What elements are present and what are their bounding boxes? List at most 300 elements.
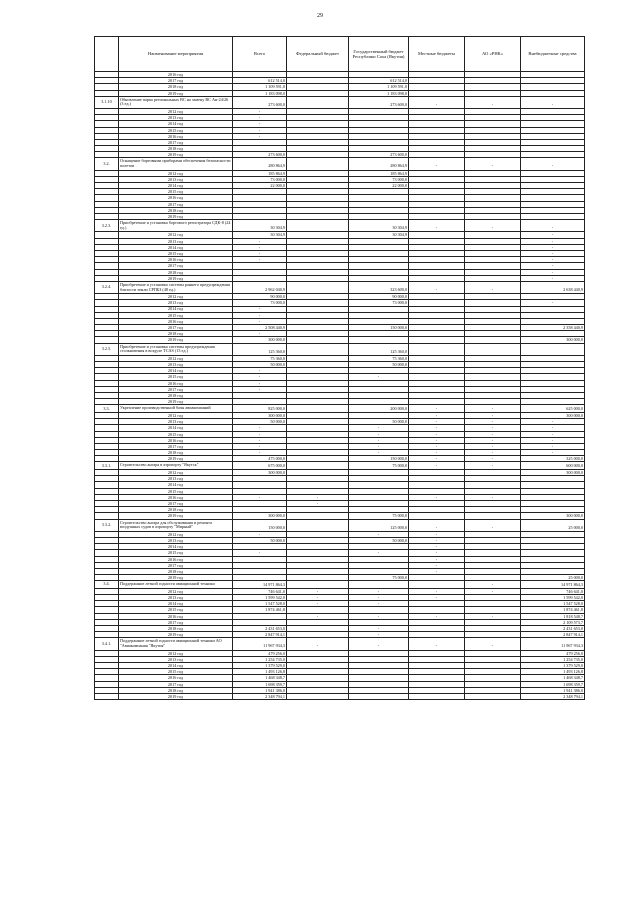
row-year: 2015 год bbox=[119, 669, 233, 675]
cell-total: - bbox=[233, 244, 287, 250]
row-year: 2014 год bbox=[119, 425, 233, 431]
cell-state: 73 000,0 bbox=[349, 176, 409, 182]
cell-extrabudget: - bbox=[521, 158, 585, 170]
cell-rnk: - bbox=[465, 158, 521, 170]
header-code bbox=[95, 37, 119, 72]
row-code bbox=[95, 693, 119, 699]
header-total: Всего bbox=[233, 37, 287, 72]
cell-local: - bbox=[409, 537, 465, 543]
row-year: 2018 год bbox=[119, 269, 233, 275]
cell-extrabudget: - bbox=[521, 425, 585, 431]
row-year: 2016 год bbox=[119, 195, 233, 201]
row-year: 2013 год bbox=[119, 115, 233, 121]
cell-state: - bbox=[349, 613, 409, 619]
cell-local: - bbox=[409, 450, 465, 456]
cell-state: - bbox=[349, 425, 409, 431]
cell-state: - bbox=[349, 632, 409, 638]
row-year: 2016 год bbox=[119, 494, 233, 500]
cell-extrabudget: 479 256,0 bbox=[521, 650, 585, 656]
cell-local: - bbox=[409, 412, 465, 418]
row-year: 2017 год bbox=[119, 386, 233, 392]
cell-rnk: - bbox=[465, 419, 521, 425]
cell-total: 2 348 794,1 bbox=[233, 693, 287, 699]
row-year: 2017 год bbox=[119, 139, 233, 145]
row-year: 2017 год bbox=[119, 201, 233, 207]
cell-extrabudget: 1 379 529,0 bbox=[521, 662, 585, 668]
cell-extrabudget: 2 847 914,1 bbox=[521, 632, 585, 638]
cell-state: - bbox=[349, 443, 409, 449]
row-year: 2017 год bbox=[119, 681, 233, 687]
cell-total: - bbox=[233, 437, 287, 443]
row-code: 3.3.2. bbox=[95, 519, 119, 531]
cell-state: 200 000,0 bbox=[349, 405, 409, 413]
cell-local: - bbox=[409, 431, 465, 437]
cell-total: 1 183 098,0 bbox=[233, 90, 287, 96]
row-year: 2012 год bbox=[119, 108, 233, 114]
cell-extrabudget: 1 493 126,8 bbox=[521, 669, 585, 675]
cell-extrabudget: 300 000,0 bbox=[521, 470, 585, 476]
cell-federal: - bbox=[287, 494, 349, 500]
cell-federal bbox=[287, 343, 349, 355]
cell-state: - bbox=[349, 531, 409, 537]
cell-total: 14 971 864,3 bbox=[233, 581, 287, 589]
row-year: 2019 год bbox=[119, 275, 233, 281]
row-year: 2018 год bbox=[119, 626, 233, 632]
table-body bbox=[95, 72, 585, 700]
cell-total: 280 864,9 bbox=[233, 158, 287, 170]
cell-rnk: - bbox=[465, 405, 521, 413]
row-year: 2015 год bbox=[119, 550, 233, 556]
row-name: Поддержание летной годности авиационной техники bbox=[119, 581, 233, 589]
row-year: 2014 год bbox=[119, 662, 233, 668]
row-year: 2016 год bbox=[119, 318, 233, 324]
cell-state: - bbox=[349, 588, 409, 594]
cell-state: - bbox=[349, 638, 409, 650]
row-year: 2015 год bbox=[119, 127, 233, 133]
cell-extrabudget: 11 967 934,3 bbox=[521, 638, 585, 650]
cell-total: 2 847 914,1 bbox=[233, 632, 287, 638]
cell-total: - bbox=[233, 431, 287, 437]
cell-rnk: - bbox=[465, 443, 521, 449]
row-code: 3.3. bbox=[95, 405, 119, 413]
cell-extrabudget: - bbox=[521, 450, 585, 456]
section-row bbox=[95, 581, 585, 589]
row-name: Приобретение и установка системы раннего предупреждения близости земли СРПБЗ (48 ед.) bbox=[119, 281, 233, 293]
cell-state: 50 000,0 bbox=[349, 362, 409, 368]
cell-federal bbox=[287, 693, 349, 699]
cell-total: 50 000,0 bbox=[233, 362, 287, 368]
cell-total: 73 000,0 bbox=[233, 300, 287, 306]
cell-extrabudget: 1 698 359,7 bbox=[521, 681, 585, 687]
cell-total: 90 000,0 bbox=[233, 294, 287, 300]
row-year: 2018 год bbox=[119, 687, 233, 693]
row-year: 2012 год bbox=[119, 588, 233, 594]
row-year: 2016 год bbox=[119, 437, 233, 443]
cell-total: - bbox=[233, 238, 287, 244]
row-year: 2015 год bbox=[119, 189, 233, 195]
row-year: 2016 год bbox=[119, 72, 233, 78]
header-rnk: АО «РНК» bbox=[465, 37, 521, 72]
cell-extrabudget: 300 000,0 bbox=[521, 337, 585, 343]
cell-state: - bbox=[349, 601, 409, 607]
row-year: 2018 год bbox=[119, 207, 233, 213]
cell-local: - bbox=[409, 220, 465, 232]
cell-federal bbox=[287, 519, 349, 531]
cell-local: - bbox=[409, 96, 465, 108]
cell-extrabudget: 600 000,0 bbox=[521, 462, 585, 470]
row-year: 2012 год bbox=[119, 232, 233, 238]
cell-extrabudget: - bbox=[521, 96, 585, 108]
cell-total: 675 000,0 bbox=[233, 462, 287, 470]
cell-rnk: - bbox=[465, 431, 521, 437]
cell-state: 75 360,0 bbox=[349, 355, 409, 361]
cell-total: 1 468 348,7 bbox=[233, 675, 287, 681]
cell-extrabudget: 325 000,0 bbox=[521, 456, 585, 462]
cell-total: 75 360,0 bbox=[233, 355, 287, 361]
cell-extrabudget: 2 358 440,9 bbox=[521, 325, 585, 331]
row-year: 2014 год bbox=[119, 482, 233, 488]
cell-extrabudget: 25 000,0 bbox=[521, 519, 585, 531]
cell-total: - bbox=[233, 108, 287, 114]
row-year: 2018 год bbox=[119, 331, 233, 337]
cell-total: 479 256,0 bbox=[233, 650, 287, 656]
row-year: 2013 год bbox=[119, 537, 233, 543]
cell-federal: - bbox=[287, 613, 349, 619]
row-name: Укрепление производственной базы авиакомпаний bbox=[119, 405, 233, 413]
cell-rnk: - bbox=[465, 588, 521, 594]
cell-extrabudget: - bbox=[521, 437, 585, 443]
cell-total: 73 000,0 bbox=[233, 176, 287, 182]
cell-total: 2 431 653,0 bbox=[233, 626, 287, 632]
cell-rnk: - bbox=[465, 220, 521, 232]
cell-total: 300 000,0 bbox=[233, 513, 287, 519]
cell-state: 75 000,0 bbox=[349, 462, 409, 470]
row-name: Приобретение и установка бортового регистратора СДК-8 (24 ед.) bbox=[119, 220, 233, 232]
cell-extrabudget: - bbox=[521, 275, 585, 281]
cell-extrabudget: 1 599 542,0 bbox=[521, 595, 585, 601]
cell-local bbox=[409, 581, 465, 589]
cell-extrabudget: - bbox=[521, 232, 585, 238]
cell-extrabudget bbox=[521, 343, 585, 355]
row-year: 2016 год bbox=[119, 133, 233, 139]
page-number: 29 bbox=[317, 13, 323, 19]
row-year: 2013 год bbox=[119, 362, 233, 368]
cell-total: - bbox=[233, 443, 287, 449]
cell-state: 1 109 591,0 bbox=[349, 84, 409, 90]
cell-extrabudget: 1 254 735,0 bbox=[521, 656, 585, 662]
row-code: 3.3.1. bbox=[95, 462, 119, 470]
section-row bbox=[95, 281, 585, 293]
cell-total: - bbox=[233, 133, 287, 139]
cell-rnk: - bbox=[465, 638, 521, 650]
cell-total: 1 254 735,0 bbox=[233, 656, 287, 662]
row-year: 2017 год bbox=[119, 78, 233, 84]
row-year: 2012 год bbox=[119, 531, 233, 537]
table-header-row bbox=[95, 37, 585, 72]
cell-federal bbox=[287, 158, 349, 170]
row-year: 2015 год bbox=[119, 312, 233, 318]
cell-state: - bbox=[349, 550, 409, 556]
cell-total: 11 967 934,3 bbox=[233, 638, 287, 650]
row-year: 2012 год bbox=[119, 170, 233, 176]
cell-rnk: - bbox=[465, 494, 521, 500]
row-year: 2019 год bbox=[119, 632, 233, 638]
section-row bbox=[95, 519, 585, 531]
cell-total: 1 941 386,0 bbox=[233, 687, 287, 693]
cell-total: 1 874 461,8 bbox=[233, 607, 287, 613]
row-year: 2013 год bbox=[119, 476, 233, 482]
cell-state: 75 000,0 bbox=[349, 513, 409, 519]
cell-total: 300 000,0 bbox=[233, 337, 287, 343]
cell-total: - bbox=[233, 306, 287, 312]
cell-total: 22 000,0 bbox=[233, 183, 287, 189]
row-year: 2018 год bbox=[119, 146, 233, 152]
row-year: 2017 год bbox=[119, 325, 233, 331]
cell-federal: - bbox=[287, 501, 349, 507]
row-year: 2017 год bbox=[119, 263, 233, 269]
cell-federal: - bbox=[287, 595, 349, 601]
cell-extrabudget: - bbox=[521, 443, 585, 449]
cell-state: 185 864,9 bbox=[349, 170, 409, 176]
cell-state: 30 304,9 bbox=[349, 220, 409, 232]
section-row bbox=[95, 158, 585, 170]
cell-state: 125 000,0 bbox=[349, 519, 409, 531]
cell-total: 185 864,9 bbox=[233, 170, 287, 176]
cell-extrabudget: - bbox=[521, 257, 585, 263]
cell-local: - bbox=[409, 638, 465, 650]
cell-rnk: - bbox=[465, 462, 521, 470]
cell-total: 125 360,0 bbox=[233, 343, 287, 355]
cell-state: - bbox=[349, 626, 409, 632]
cell-local: - bbox=[409, 519, 465, 531]
cell-total: 612 514,0 bbox=[233, 78, 287, 84]
cell-total: - bbox=[233, 318, 287, 324]
cell-total: 30 304,9 bbox=[233, 220, 287, 232]
cell-total: 475 000,0 bbox=[233, 456, 287, 462]
cell-total: 300 000,0 bbox=[233, 470, 287, 476]
cell-state: - bbox=[349, 431, 409, 437]
row-code: 3.2. bbox=[95, 158, 119, 170]
cell-extrabudget: 2 638 440,9 bbox=[521, 281, 585, 293]
cell-extrabudget: 25 000,0 bbox=[521, 575, 585, 581]
row-code: 3.2.3. bbox=[95, 220, 119, 232]
cell-local: - bbox=[409, 456, 465, 462]
row-code: 3.2.5. bbox=[95, 343, 119, 355]
cell-extrabudget: 1 547 528,0 bbox=[521, 601, 585, 607]
cell-total: 273 600,0 bbox=[233, 152, 287, 158]
header-state: Государственный бюджет Республики Саха (Якутия) bbox=[349, 37, 409, 72]
row-year: 2012 год bbox=[119, 470, 233, 476]
row-year: 2019 год bbox=[119, 214, 233, 220]
cell-local: - bbox=[409, 419, 465, 425]
row-year: 2016 год bbox=[119, 675, 233, 681]
cell-extrabudget: 300 000,0 bbox=[521, 513, 585, 519]
cell-extrabudget: - bbox=[521, 244, 585, 250]
row-year: 2012 год bbox=[119, 650, 233, 656]
row-year: 2019 год bbox=[119, 152, 233, 158]
row-year: 2015 год bbox=[119, 374, 233, 380]
row-year: 2016 год bbox=[119, 613, 233, 619]
cell-federal bbox=[287, 281, 349, 293]
cell-state: 612 514,0 bbox=[349, 78, 409, 84]
row-code: 3.4.1. bbox=[95, 638, 119, 650]
cell-rnk: - bbox=[465, 437, 521, 443]
cell-state: - bbox=[349, 437, 409, 443]
cell-rnk bbox=[465, 343, 521, 355]
cell-extrabudget: 1 941 386,0 bbox=[521, 687, 585, 693]
row-year: 2016 год bbox=[119, 556, 233, 562]
cell-total: - bbox=[233, 127, 287, 133]
cell-rnk: - bbox=[465, 519, 521, 531]
cell-rnk: - bbox=[465, 450, 521, 456]
cell-rnk: - bbox=[465, 456, 521, 462]
row-year: 2014 год bbox=[119, 601, 233, 607]
cell-extrabudget: 14 971 864,3 bbox=[521, 581, 585, 589]
cell-state: 30 304,9 bbox=[349, 232, 409, 238]
budget-table bbox=[94, 36, 585, 700]
cell-total: 1 599 542,0 bbox=[233, 595, 287, 601]
cell-local bbox=[409, 343, 465, 355]
cell-extrabudget: - bbox=[521, 419, 585, 425]
cell-total: 50 000,0 bbox=[233, 419, 287, 425]
section-row bbox=[95, 638, 585, 650]
header-federal: Федеральный бюджет bbox=[287, 37, 349, 72]
row-year: 2012 год bbox=[119, 412, 233, 418]
cell-state: 273 600,0 bbox=[349, 96, 409, 108]
row-name: Поддержание летной годности авиационной техники АО "Авиакомпания "Якутия" bbox=[119, 638, 233, 650]
row-name: Оснащение бортовыми приборами обеспечения безопасности полетов bbox=[119, 158, 233, 170]
row-year: 2017 год bbox=[119, 501, 233, 507]
cell-extrabudget: - bbox=[521, 220, 585, 232]
cell-state bbox=[349, 581, 409, 589]
cell-local: - bbox=[409, 531, 465, 537]
cell-rnk: - bbox=[465, 425, 521, 431]
cell-rnk: - bbox=[465, 581, 521, 589]
cell-total: - bbox=[233, 386, 287, 392]
section-row bbox=[95, 343, 585, 355]
cell-local: - bbox=[409, 562, 465, 568]
row-year: 2019 год bbox=[119, 337, 233, 343]
cell-local: - bbox=[409, 437, 465, 443]
cell-total: 2 508 440,9 bbox=[233, 325, 287, 331]
cell-total: - bbox=[233, 494, 287, 500]
cell-state: 1 183 098,0 bbox=[349, 90, 409, 96]
section-row bbox=[95, 462, 585, 470]
cell-extrabudget: 2 109 573,7 bbox=[521, 619, 585, 625]
row-code: 3.1.10 bbox=[95, 96, 119, 108]
row-year: 2013 год bbox=[119, 595, 233, 601]
cell-local: - bbox=[409, 462, 465, 470]
cell-local bbox=[409, 693, 465, 699]
cell-total: - bbox=[233, 425, 287, 431]
cell-total: 1 547 528,0 bbox=[233, 601, 287, 607]
cell-total: - bbox=[233, 550, 287, 556]
row-name: Приобретение и установка системы предупреждения столкновения в воздухе TCAS (13 ед.) bbox=[119, 343, 233, 355]
row-code: 3.2.4. bbox=[95, 281, 119, 293]
cell-local: - bbox=[409, 595, 465, 601]
row-year: 2013 год bbox=[119, 656, 233, 662]
cell-total: - bbox=[233, 531, 287, 537]
row-year: 2019 год bbox=[119, 399, 233, 405]
cell-extrabudget: 2 431 653,0 bbox=[521, 626, 585, 632]
row-code: 3.4. bbox=[95, 581, 119, 589]
cell-extrabudget: 1 468 348,7 bbox=[521, 675, 585, 681]
cell-extrabudget: 2 348 794,1 bbox=[521, 693, 585, 699]
cell-total: 1 109 591,0 bbox=[233, 84, 287, 90]
row-year: 2016 год bbox=[119, 380, 233, 386]
cell-state: 125 360,0 bbox=[349, 343, 409, 355]
cell-total: - bbox=[233, 121, 287, 127]
header-extrabudget: Внебюджетные средства bbox=[521, 37, 585, 72]
cell-total: - bbox=[233, 115, 287, 121]
cell-state: 50 000,0 bbox=[349, 537, 409, 543]
header-name: Наименование мероприятия bbox=[119, 37, 233, 72]
row-year: 2018 год bbox=[119, 507, 233, 513]
row-year: 2014 год bbox=[119, 244, 233, 250]
cell-total: - bbox=[233, 450, 287, 456]
cell-total: - bbox=[233, 250, 287, 256]
cell-local: - bbox=[409, 443, 465, 449]
cell-state: 273 600,0 bbox=[349, 152, 409, 158]
cell-state: 73 000,0 bbox=[349, 300, 409, 306]
cell-total: 2 962 040,9 bbox=[233, 281, 287, 293]
row-year: 2016 год bbox=[119, 257, 233, 263]
cell-state: 280 864,9 bbox=[349, 158, 409, 170]
cell-extrabudget: - bbox=[521, 250, 585, 256]
table-row bbox=[95, 693, 585, 699]
cell-total: - bbox=[233, 312, 287, 318]
cell-local: - bbox=[409, 613, 465, 619]
cell-local: - bbox=[409, 281, 465, 293]
row-year: 2017 год bbox=[119, 443, 233, 449]
cell-state bbox=[349, 693, 409, 699]
row-year: 2014 год bbox=[119, 183, 233, 189]
cell-extrabudget: 625 000,0 bbox=[521, 405, 585, 413]
cell-federal: - bbox=[287, 588, 349, 594]
cell-local: - bbox=[409, 494, 465, 500]
cell-rnk: - bbox=[465, 613, 521, 619]
row-year: 2015 год bbox=[119, 250, 233, 256]
row-year: 2012 год bbox=[119, 355, 233, 361]
cell-total: 150 000,0 bbox=[233, 519, 287, 531]
cell-rnk: - bbox=[465, 281, 521, 293]
cell-extrabudget: - bbox=[521, 300, 585, 306]
cell-local: - bbox=[409, 550, 465, 556]
cell-total: - bbox=[233, 374, 287, 380]
cell-total: - bbox=[233, 257, 287, 263]
row-year: 2012 год bbox=[119, 294, 233, 300]
cell-state: 22 000,0 bbox=[349, 183, 409, 189]
cell-state: 50 000,0 bbox=[349, 419, 409, 425]
cell-state: - bbox=[349, 374, 409, 380]
cell-local: - bbox=[409, 588, 465, 594]
row-year: 2013 год bbox=[119, 238, 233, 244]
cell-state: - bbox=[349, 595, 409, 601]
cell-total: 1 379 529,0 bbox=[233, 662, 287, 668]
row-year: 2018 год bbox=[119, 84, 233, 90]
cell-total: 825 000,0 bbox=[233, 405, 287, 413]
cell-rnk: - bbox=[465, 412, 521, 418]
cell-federal: - bbox=[287, 638, 349, 650]
cell-federal bbox=[287, 220, 349, 232]
header-local: Местные бюджеты bbox=[409, 37, 465, 72]
section-row bbox=[95, 96, 585, 108]
cell-local: - bbox=[409, 544, 465, 550]
row-year: 2013 год bbox=[119, 300, 233, 306]
row-year: 2014 год bbox=[119, 544, 233, 550]
cell-local: - bbox=[409, 556, 465, 562]
row-name: Обновление парка региональных ВС на замену ВС Ан-24/26 (3 ед.) bbox=[119, 96, 233, 108]
